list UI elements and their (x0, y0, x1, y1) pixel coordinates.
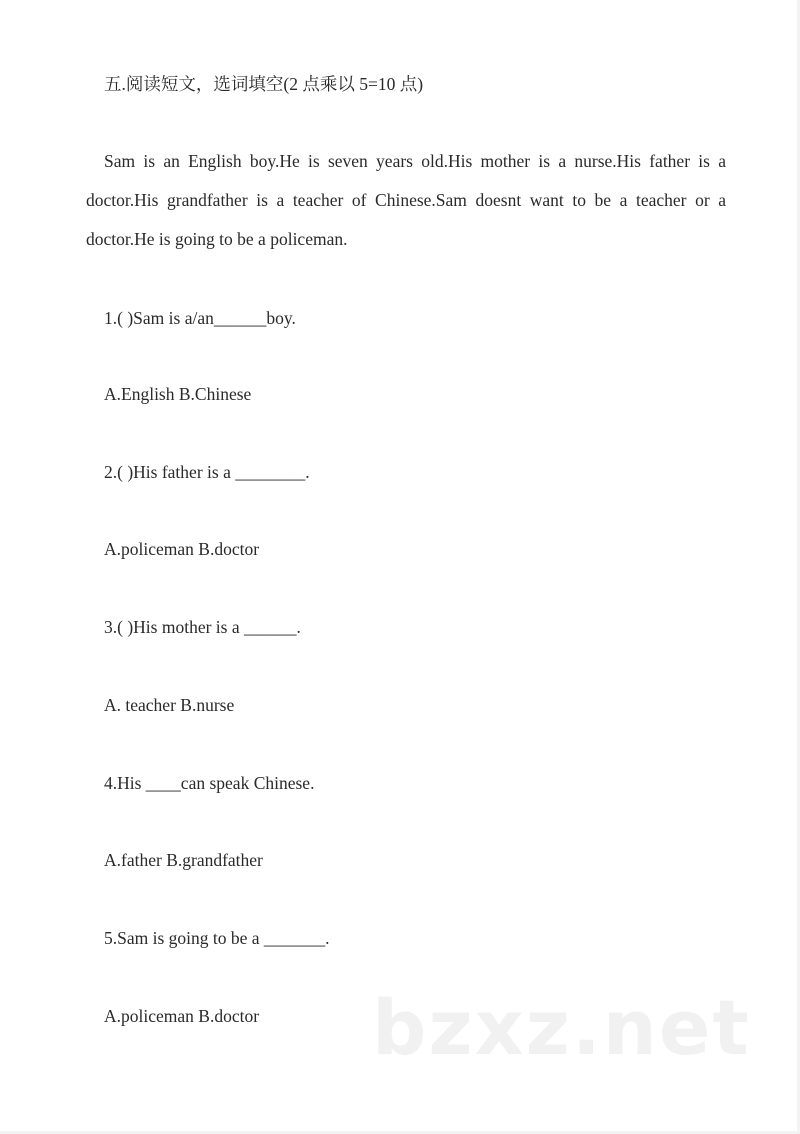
question-3-options: A. teacher B.nurse (104, 695, 235, 715)
question-2-stem: 2.( )His father is a ________. (104, 462, 310, 482)
reading-passage: Sam is an English boy.He is seven years old.His mother is a nurse.His father is a doctor.His grandfather is a teacher of Chinese.Sam doesnt want to be a teacher or a doctor.He is going to be a policeman. (86, 151, 726, 249)
question-4-stem: 4.His ____can speak Chinese. (104, 773, 315, 793)
question-4-options: A.father B.grandfather (104, 850, 263, 870)
question-3-stem: 3.( )His mother is a ______. (104, 617, 301, 637)
question-1-options: A.English B.Chinese (104, 384, 252, 404)
question-5-stem: 5.Sam is going to be a _______. (104, 928, 330, 948)
watermark: bzxz.net (372, 983, 751, 1072)
question-2-options: A.policeman B.doctor (104, 539, 260, 559)
section-heading: 五.阅读短文，选词填空(2 点乘以 5=10 点) (104, 74, 424, 94)
question-5-options: A.policeman B.doctor (104, 1006, 260, 1026)
question-1-stem: 1.( )Sam is a/an______boy. (104, 308, 296, 328)
